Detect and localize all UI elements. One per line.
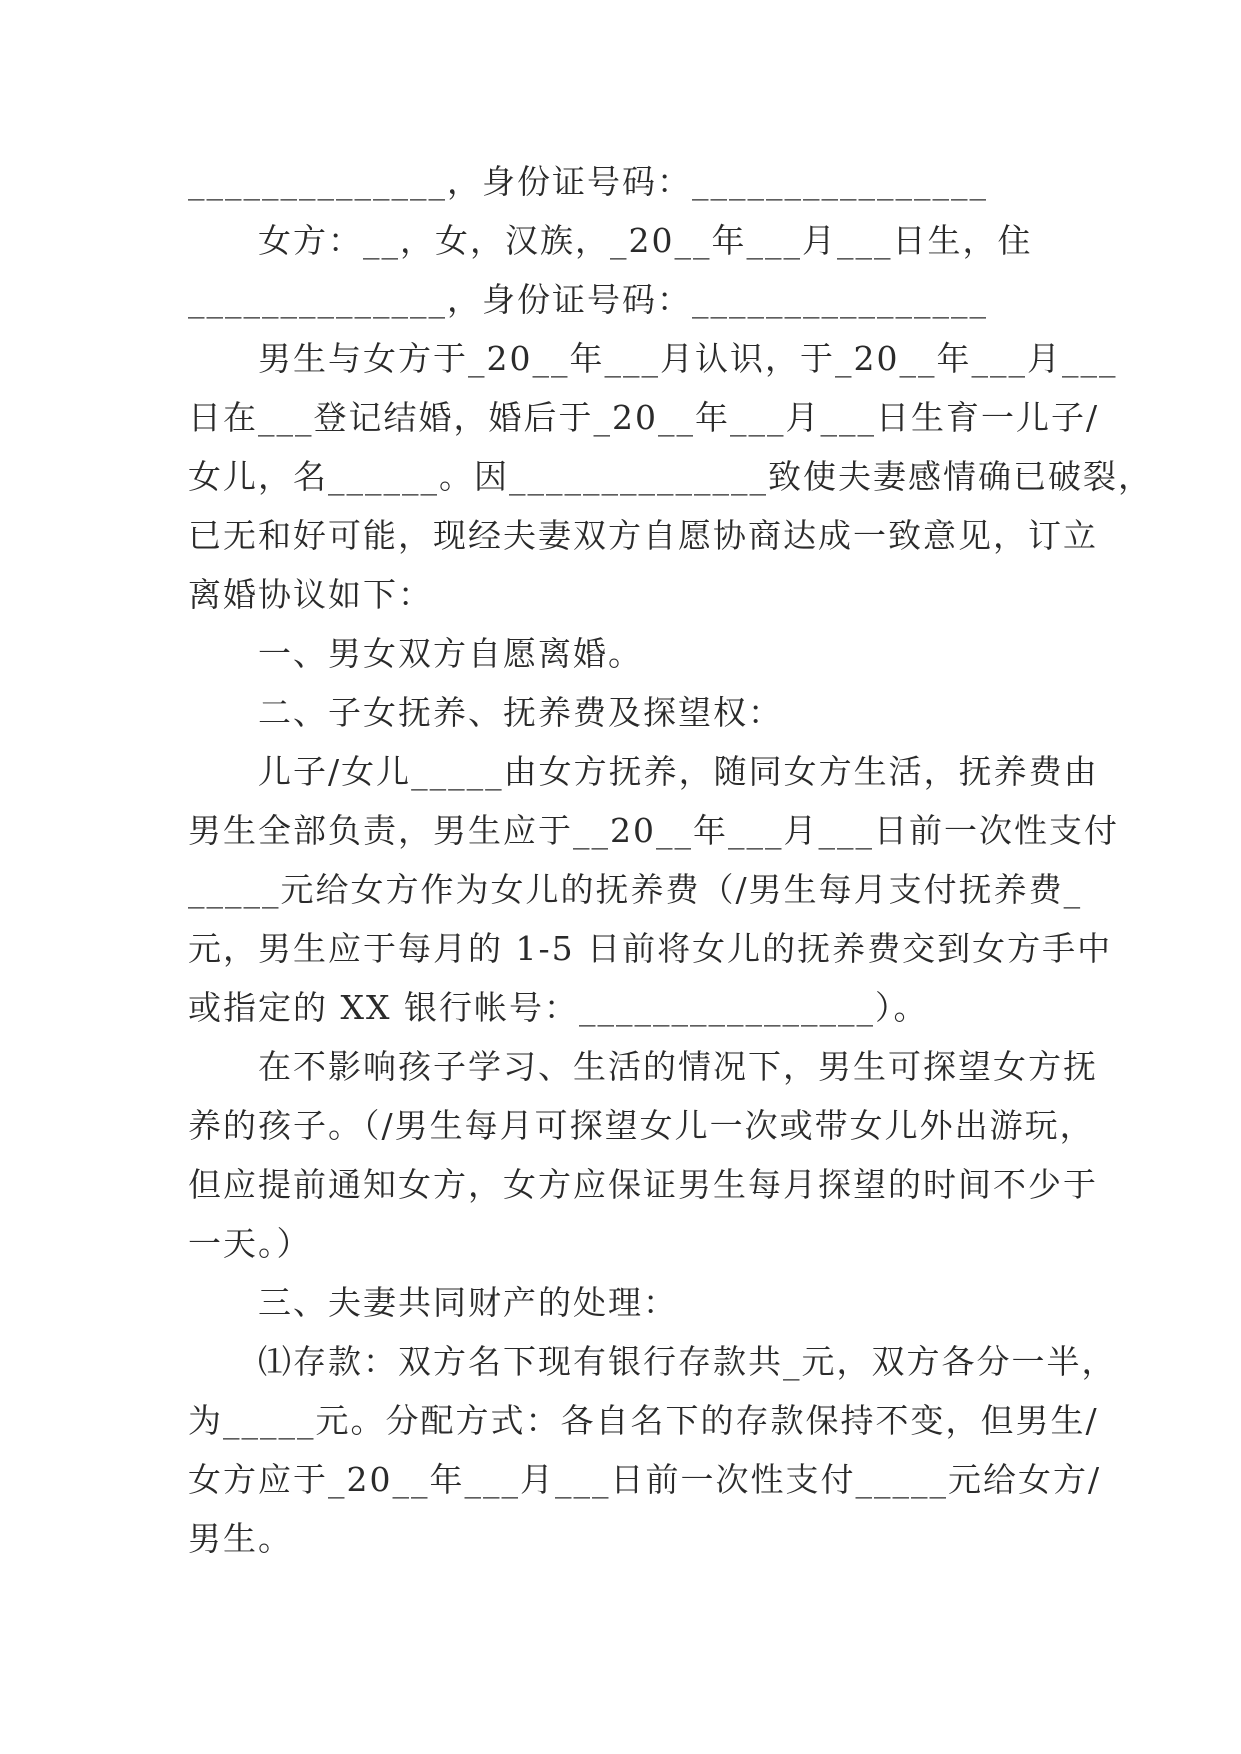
text-line: 三、夫妻共同财产的处理： <box>258 1283 678 1322</box>
text-line: 养的孩子。（/男生每月可探望女儿一次或带女儿外出游玩， <box>188 1106 1095 1145</box>
text-line: 元，男生应于每月的 1-5 日前将女儿的抚养费交到女方手中 <box>188 929 1113 968</box>
text-line: 男生。 <box>188 1519 293 1558</box>
text-line: 男生全部负责，男生应于__20__年___月___日前一次性支付 <box>188 811 1119 850</box>
text-line: 已无和好可能，现经夫妻双方自愿协商达成一致意见，订立 <box>188 516 1098 555</box>
text-line: 但应提前通知女方，女方应保证男生每月探望的时间不少于 <box>188 1165 1098 1204</box>
text-line: ______________，身份证号码：________________ <box>188 162 988 201</box>
text-line: 一天。） <box>188 1224 312 1263</box>
text-line: ⑴存款：双方名下现有银行存款共_元，双方各分一半， <box>258 1342 1117 1381</box>
text-line: 男生与女方于_20__年___月认识，于_20__年___月___ <box>258 339 1118 378</box>
text-line: 在不影响孩子学习、生活的情况下，男生可探望女方抚 <box>258 1047 1098 1086</box>
text-line: 或指定的 XX 银行帐号：________________）。 <box>188 988 929 1027</box>
text-line: 儿子/女儿_____由女方抚养，随同女方生活，抚养费由 <box>258 752 1099 791</box>
text-line: 二、子女抚养、抚养费及探望权： <box>258 693 783 732</box>
text-line: 离婚协议如下： <box>188 575 433 614</box>
text-line: ______________，身份证号码：________________ <box>188 280 988 319</box>
text-line: 为_____元。分配方式：各自名下的存款保持不变，但男生/ <box>188 1401 1099 1440</box>
text-line: 女方：__，女，汉族，_20__年___月___日生，住 <box>258 221 1033 260</box>
text-line: 女儿，名______。因______________致使夫妻感情确已破裂， <box>188 457 1153 496</box>
text-line: 一、男女双方自愿离婚。 <box>258 634 643 673</box>
text-line: _____元给女方作为女儿的抚养费（/男生每月支付抚养费_ <box>188 870 1083 909</box>
text-line: 女方应于_20__年___月___日前一次性支付_____元给女方/ <box>188 1460 1102 1499</box>
text-line: 日在___登记结婚，婚后于_20__年___月___日生育一儿子/ <box>188 398 1100 437</box>
document-body <box>188 152 1153 1568</box>
